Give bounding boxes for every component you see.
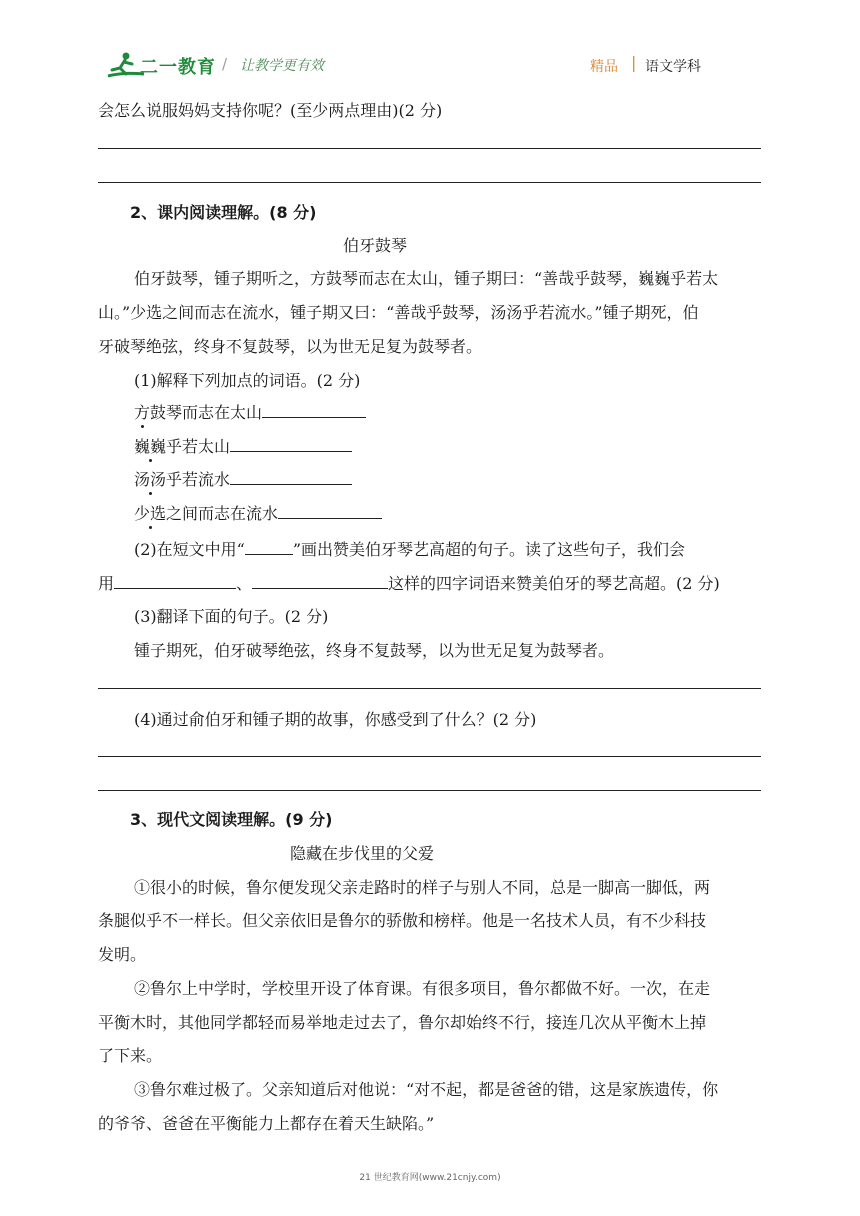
q3-passage-line: ③鲁尔难过极了。父亲知道后对他说：“对不起，都是爸爸的错，这是家族遗传，你 — [134, 1080, 719, 1099]
q2-sub2-line2 — [98, 571, 720, 594]
dotted-term: 巍巍 — [134, 434, 166, 457]
answer-blank[interactable] — [252, 572, 388, 589]
answer-line — [98, 148, 761, 149]
answer-blank[interactable] — [278, 502, 382, 519]
q2-passage-line: 山。”少选之间而志在流水，锺子期又曰：“善哉乎鼓琴，汤汤乎若流水。”锺子期死，伯 — [98, 303, 699, 322]
term-rest: 鼓琴而志在太山 — [150, 403, 263, 422]
prev-question-text: 会怎么说服妈妈支持你呢？(至少两点理由)(2 分) — [98, 101, 443, 120]
dotted-term: 汤汤 — [134, 467, 166, 490]
q3-passage-line: ①很小的时候，鲁尔便发现父亲走路时的样子与别人不同，总是一脚高一脚低，两 — [134, 878, 711, 897]
answer-line[interactable] — [98, 756, 761, 757]
q2-sub2-text-b: ”画出赞美伯牙琴艺高超的句子。读了这些句子，我们会 — [292, 540, 686, 559]
answer-blank[interactable] — [262, 401, 366, 418]
q2-sub2-suffix: 这样的四字词语来赞美伯牙的琴艺高超。(2 分) — [388, 574, 720, 593]
q3-passage-title: 隐藏在步伐里的父爱 — [290, 844, 435, 863]
q2-passage-line: 伯牙鼓琴，锺子期听之，方鼓琴而志在太山，锺子期曰：“善哉乎鼓琴，巍巍乎若太 — [134, 269, 719, 288]
q3-passage-line: 平衡木时，其他同学都轻而易举地走过去了，鲁尔却始终不行，接连几次从平衡木上掉 — [98, 1013, 707, 1032]
term-row — [134, 467, 352, 490]
page-footer: 21 世纪教育网(www.21cnjy.com) — [359, 1173, 501, 1183]
q3-passage-line: ②鲁尔上中学时，学校里开设了体育课。有很多项目，鲁尔都做不好。一次，在走 — [134, 979, 711, 998]
answer-line[interactable] — [98, 688, 761, 689]
q2-sub1: (1)解释下列加点的词语。(2 分) — [134, 371, 361, 390]
header-slash: / — [222, 55, 228, 73]
slogan: 让教学更有效 — [240, 58, 324, 74]
q3-passage-line: 条腿似乎不一样长。但父亲依旧是鲁尔的骄傲和榜样。他是一名技术人员，有不少科技 — [98, 911, 707, 930]
q3-passage-line: 了下来。 — [98, 1046, 163, 1065]
q3-passage-line: 的爷爷、爸爸在平衡能力上都存在着天生缺陷。” — [98, 1114, 435, 1133]
premium-label: 精品 — [590, 59, 618, 75]
underline-sample — [245, 538, 293, 555]
dotted-term: 少选 — [134, 501, 166, 524]
answer-blank[interactable] — [114, 572, 236, 589]
q3-heading: 3、现代文阅读理解。(9 分) — [130, 810, 333, 829]
q2-sub3: (3)翻译下面的句子。(2 分) — [134, 607, 329, 626]
q2-sub2-line1 — [134, 537, 685, 560]
q2-passage-title: 伯牙鼓琴 — [343, 236, 408, 255]
q2-sub4: (4)通过俞伯牙和锺子期的故事，你感受到了什么？(2 分) — [134, 710, 537, 729]
brand-name: 二一教育 — [140, 57, 216, 78]
q2-sub2-prefix: 用 — [98, 574, 115, 593]
q3-passage-line: 发明。 — [98, 945, 147, 964]
q2-sub3-sentence: 锺子期死，伯牙破琴绝弦，终身不复鼓琴，以为世无足复为鼓琴者。 — [134, 641, 615, 660]
term-row — [134, 434, 352, 457]
answer-blank[interactable] — [230, 468, 352, 485]
term-rest: 乎若流水 — [166, 470, 231, 489]
answer-blank[interactable] — [230, 435, 352, 452]
answer-line — [98, 182, 761, 183]
q2-sub2-text-a: (2)在短文中用“ — [134, 540, 245, 559]
term-row — [134, 400, 366, 423]
header-separator: | — [631, 53, 637, 72]
term-rest: 乎若太山 — [166, 437, 231, 456]
subject-label: 语文学科 — [645, 59, 701, 75]
term-row — [134, 501, 382, 524]
term-rest: 之间而志在流水 — [166, 504, 279, 523]
answer-line[interactable] — [98, 790, 761, 791]
q2-heading: 2、课内阅读理解。(8 分) — [130, 203, 317, 222]
dotted-term: 方 — [134, 400, 150, 423]
q2-passage-line: 牙破琴绝弦，终身不复鼓琴，以为世无足复为鼓琴者。 — [98, 337, 483, 356]
q2-sub2-comma: 、 — [236, 574, 253, 593]
